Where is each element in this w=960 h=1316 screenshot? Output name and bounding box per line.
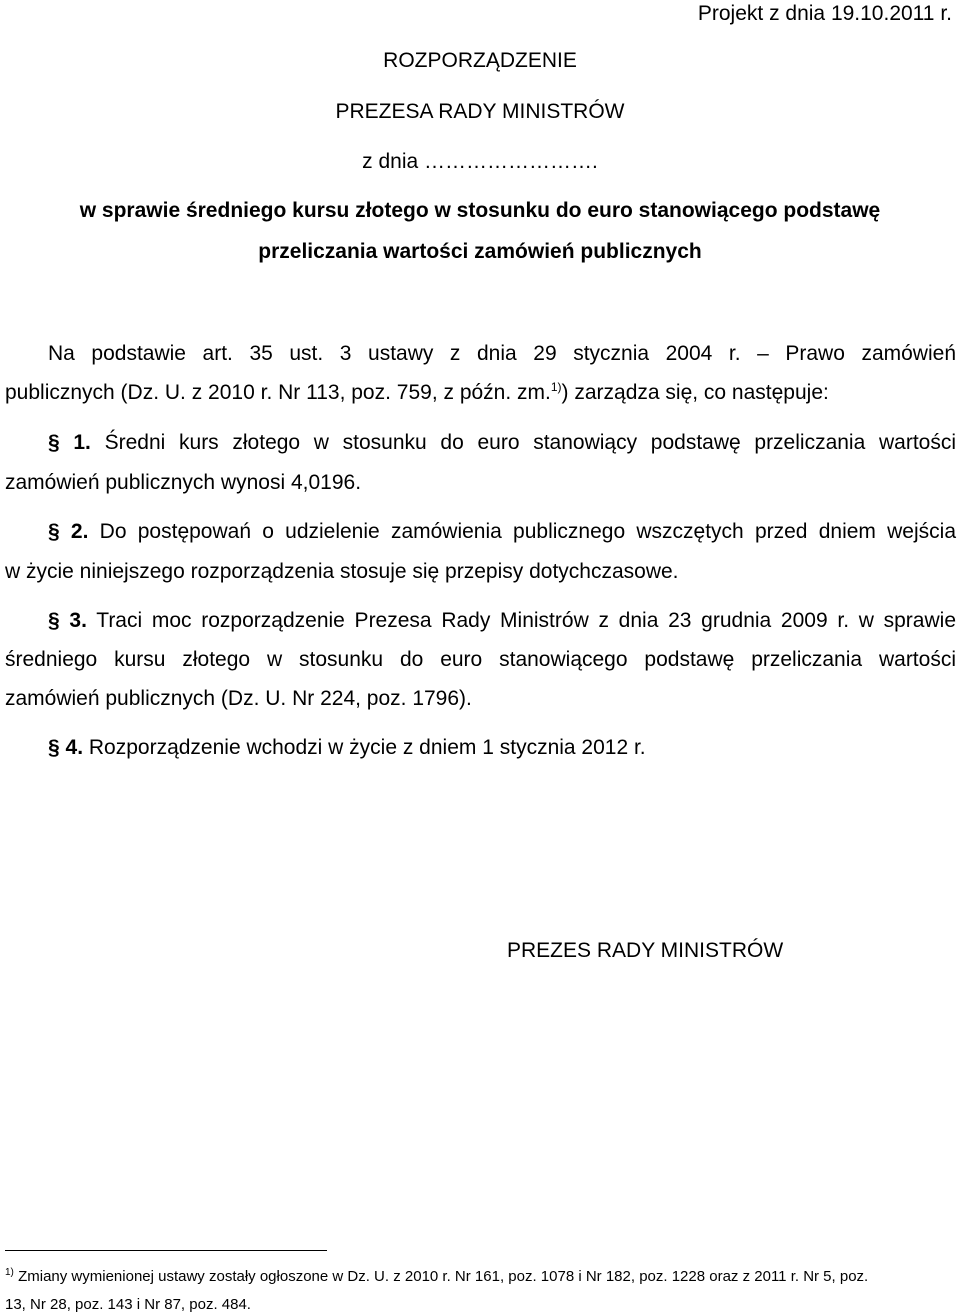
footnote-line-2: 13, Nr 28, poz. 143 i Nr 87, poz. 484.: [5, 1296, 251, 1313]
paragraph-4-sign: § 4.: [48, 736, 84, 759]
project-date: Projekt z dnia 19.10.2011 r.: [697, 2, 952, 25]
subject-line-1: w sprawie średniego kursu złotego w stosunku do euro stanowiącego podstawę: [79, 199, 881, 222]
paragraph-3-sign: § 3.: [48, 609, 87, 632]
footnote-line-1: [5, 1268, 868, 1285]
paragraph-3-text-1: Traci moc rozporządzenie Prezesa Rady Ministrów z dnia 23 grudnia 2009 r. w sprawie: [96, 609, 956, 632]
paragraph-2-line-2: w życie niniejszego rozporządzenia stosuje się przepisy dotychczasowe.: [5, 560, 679, 583]
paragraph-2-sign: § 2.: [48, 520, 89, 543]
paragraph-2-text-1: Do postępowań o udzielenie zamówienia publicznego wszczętych przed dniem wejścia: [99, 520, 956, 543]
paragraph-4-line-1: [48, 736, 646, 760]
issuing-authority-title: PREZESA RADY MINISTRÓW: [335, 100, 625, 123]
preamble-line-2-end: ) zarządza się, co następuje:: [561, 381, 829, 404]
preamble-line-1: Na podstawie art. 35 ust. 3 ustawy z dnia 29 stycznia 2004 r. – Prawo zamówień: [48, 342, 956, 365]
document-type-title: ROZPORZĄDZENIE: [383, 49, 577, 72]
paragraph-3-line-2: średniego kursu złotego w stosunku do euro stanowiącego podstawę przeliczania wartości: [5, 648, 956, 671]
preamble-line-2-text: publicznych (Dz. U. z 2010 r. Nr 113, poz. 759, z późn. zm.: [5, 381, 551, 404]
paragraph-1-text-1: Średni kurs złotego w stosunku do euro stanowiący podstawę przeliczania wartości: [104, 431, 956, 454]
paragraph-2-line-1: [48, 520, 956, 544]
footnote-reference: 1): [550, 380, 562, 394]
footnote-separator: [5, 1250, 327, 1251]
paragraph-3-line-3: zamówień publicznych (Dz. U. Nr 224, poz. 1796).: [5, 687, 472, 710]
subject-line-2: przeliczania wartości zamówień publicznych: [258, 240, 702, 263]
footnote-text-1: Zmiany wymienionej ustawy zostały ogłoszone w Dz. U. z 2010 r. Nr 161, poz. 1078 i Nr 182, poz. 1228 oraz z 2011 r. Nr 5, poz.: [18, 1268, 869, 1285]
document-date-line: z dnia …………………….: [362, 150, 598, 173]
paragraph-1-line-1: [48, 431, 956, 455]
footnote-marker: 1): [5, 1267, 14, 1278]
paragraph-1-sign: § 1.: [48, 431, 91, 454]
paragraph-4-text-1: Rozporządzenie wchodzi w życie z dniem 1 stycznia 2012 r.: [88, 736, 646, 759]
preamble-line-2: [5, 381, 829, 405]
paragraph-1-line-2: zamówień publicznych wynosi 4,0196.: [5, 471, 362, 494]
signature-block: PREZES RADY MINISTRÓW: [507, 939, 784, 962]
paragraph-3-line-1: [48, 609, 956, 633]
